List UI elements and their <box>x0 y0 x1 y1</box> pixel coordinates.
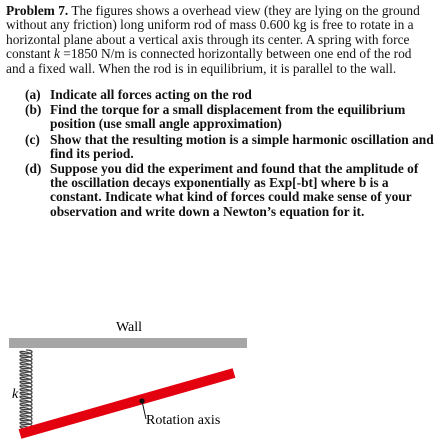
part-a <box>6 88 434 102</box>
problem-text-1: The figures shows a overhead view (they are lying on the ground without any friction) long uniform rod of mass 0.600 kg is free to rotate in a horizontal plane about a vertical axis through its center. A spring with force constant <box>6 3 420 62</box>
part-text: Indicate all forces acting on the rod <box>50 87 252 103</box>
rod-spring-figure <box>0 312 440 445</box>
problem-text-2: =1850 N/m is connected horizontally between one end of the rod and a fixed wall. When the rod is in equilibrium, it is parallel to the wall. <box>6 46 412 76</box>
wall <box>9 338 247 348</box>
problem-paragraph <box>6 4 434 76</box>
rotation-axis-label: Rotation axis <box>146 413 221 428</box>
part-label: (d) <box>25 161 42 177</box>
spring-constant-symbol: k <box>53 46 60 62</box>
part-c <box>6 133 434 161</box>
problem-statement <box>6 4 434 220</box>
part-d <box>6 162 434 219</box>
spring-constant-label: k <box>12 387 19 402</box>
wall-label: Wall <box>115 320 143 335</box>
part-label: (a) <box>25 87 41 103</box>
part-label: (b) <box>25 102 42 118</box>
problem-label: Problem 7. <box>6 3 69 18</box>
part-label: (c) <box>25 131 40 147</box>
part-text: Suppose you did the experiment and found that the amplitude of the oscillation decays exponentially as Exp[-bt] where b is a constant. Indicate what kind of forces could make sense of your observation and write down a Newton’s equation for it. <box>50 161 419 219</box>
parts-list <box>6 88 434 219</box>
part-text: Show that the resulting motion is a simple harmonic oscillation and find its period. <box>50 131 434 161</box>
part-b <box>6 103 434 131</box>
spring <box>20 350 32 432</box>
part-text: Find the torque for a small displacement from the equilibrium position (use small angle approximation) <box>50 102 406 132</box>
